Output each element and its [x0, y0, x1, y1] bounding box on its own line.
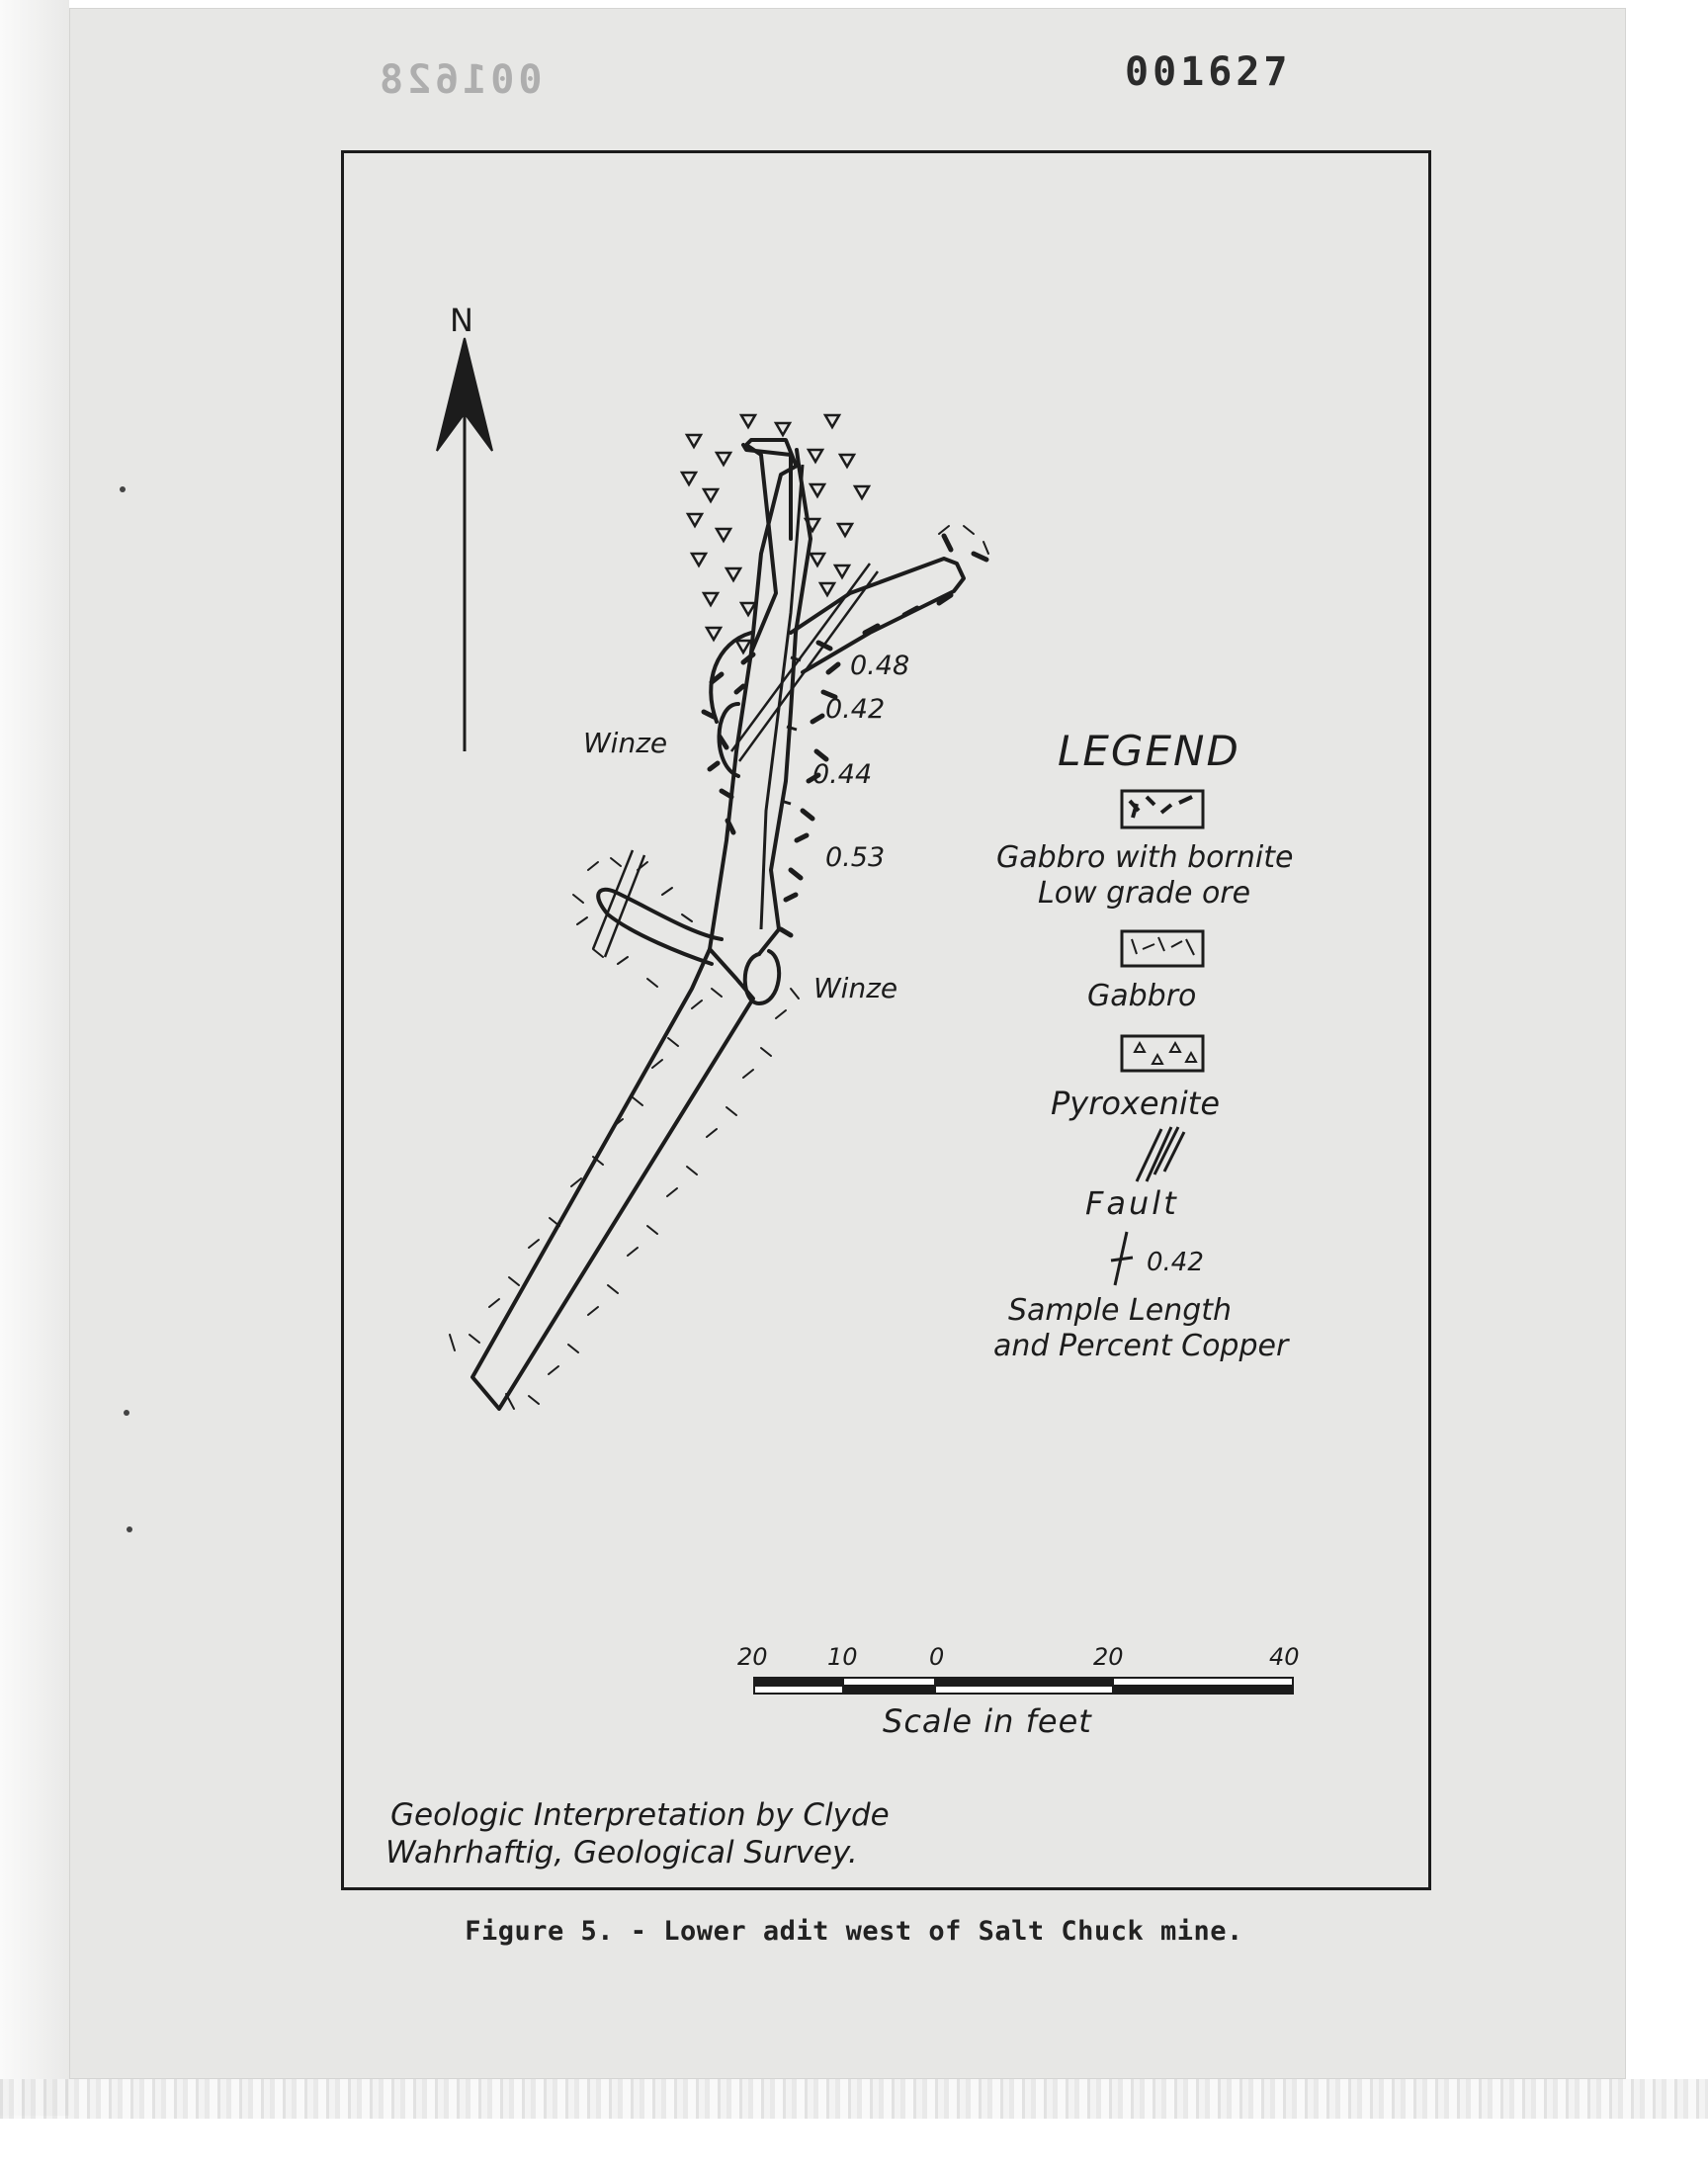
sample-label: 0.44 — [812, 759, 873, 790]
legend-sample-value: 0.42 — [1147, 1248, 1204, 1277]
legend-item-label: Gabbro with bornite — [996, 840, 1294, 875]
scale-bar — [754, 1678, 1293, 1694]
legend-item-label: and Percent Copper — [993, 1329, 1289, 1363]
page-number-bleedthrough: 001628 — [376, 57, 543, 103]
scale-tick: 10 — [827, 1643, 858, 1671]
figure-caption: Figure 5. - Lower adit west of Salt Chuck mine. — [465, 1916, 1243, 1947]
scale-tick: 40 — [1269, 1643, 1300, 1671]
sample-label: 0.42 — [825, 694, 886, 725]
page-number: 001627 — [1125, 49, 1292, 95]
sample-label: 0.48 — [850, 651, 910, 681]
fault-symbol — [1137, 1127, 1184, 1181]
pyroxenite-area — [682, 415, 869, 652]
legend-item-label: Pyroxenite — [1051, 1085, 1220, 1122]
winze-label-upper: Winze — [583, 727, 668, 759]
credit-line: Geologic Interpretation by Clyde — [390, 1797, 890, 1833]
north-arrow — [437, 338, 492, 751]
legend-item-label: Fault — [1085, 1184, 1179, 1222]
sample-label: 0.53 — [825, 842, 886, 873]
north-label: N — [450, 302, 473, 339]
legend-item-label: Sample Length — [1008, 1293, 1233, 1328]
adit-outline — [472, 440, 964, 1409]
scale-tick: 0 — [929, 1643, 945, 1671]
legend-item-label: Gabbro — [1087, 979, 1197, 1013]
scale-label: Scale in feet — [883, 1702, 1092, 1740]
winze-label-lower: Winze — [813, 972, 898, 1004]
legend-item-label: Low grade ore — [1038, 876, 1251, 911]
scale-tick: 20 — [1093, 1643, 1124, 1671]
legend-title: LEGEND — [1058, 727, 1240, 775]
credit-line: Wahrhaftig, Geological Survey. — [385, 1835, 858, 1870]
sample-symbol — [1111, 1232, 1133, 1285]
scale-tick: 20 — [737, 1643, 768, 1671]
